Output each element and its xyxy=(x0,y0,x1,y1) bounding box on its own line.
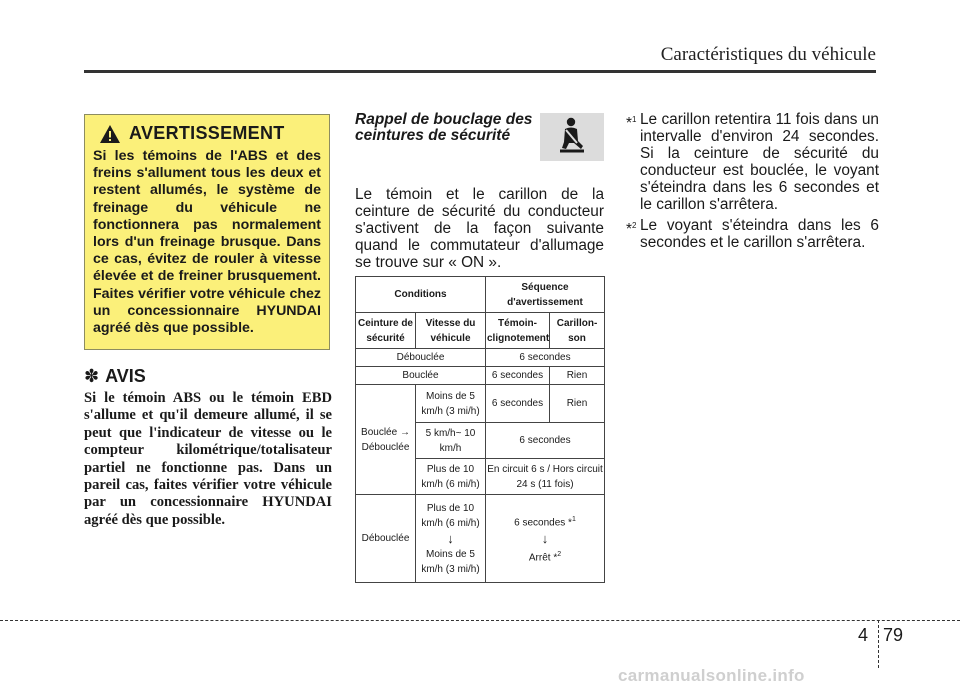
sequence-upper: 6 secondes *$^1$ xyxy=(514,516,576,529)
down-arrow-icon: ↓ xyxy=(541,530,549,546)
th-carillon: Carillon- son xyxy=(550,313,605,349)
speed-upper: Plus de 10 km/h (6 mi/h) xyxy=(421,502,480,529)
avis-title: AVIS xyxy=(105,366,146,386)
watermark: carmanualsonline.info xyxy=(618,666,805,685)
warning-triangle-icon xyxy=(99,124,121,144)
footnote-ref: 2 xyxy=(557,550,562,558)
footer-divider xyxy=(878,620,879,668)
footnote-item xyxy=(626,217,879,251)
warning-title: AVERTISSEMENT xyxy=(129,123,285,143)
sequence-lower: Arrêt *$^2$ xyxy=(528,550,562,563)
table-cell xyxy=(416,495,486,583)
footnote-mark: *$^2$ xyxy=(626,221,637,238)
section-heading: Rappel de bouclage des ceintures de sécurité xyxy=(355,111,533,144)
footnote-text: Le voyant s'éteindra dans les 6 secondes et le carillon s'arrêtera. xyxy=(640,217,879,251)
avis-text: Si le témoin ABS ou le témoin EBD s'allume et qu'il demeure allumé, il se peut que l'indicateur de vitesse ou le compteur kilométrique/totalisateur partiel ne fonctionne pas. Dans un pareil cas, faites vérifier votre véhicule par un concessionnaire HYUNDAI agréé dès que possible. xyxy=(84,390,332,528)
table-cell: Rien xyxy=(550,367,605,385)
running-header-title: Caractéristiques du véhicule xyxy=(660,44,876,65)
table-cell: Débouclée xyxy=(356,349,486,367)
avis-heading xyxy=(84,366,146,387)
avis-mark-icon: ✽ xyxy=(84,366,100,386)
section-paragraph: Le témoin et le carillon de la ceinture de sécurité du conducteur s'activent de la façon suivante quand le commutateur d'allumage se trouve sur « ON ». xyxy=(355,186,604,271)
page-number: 79 xyxy=(883,625,904,645)
table-cell: Débouclée xyxy=(356,495,416,583)
table-cell: 6 secondes xyxy=(486,423,605,459)
footnote-ref: 1 xyxy=(571,516,576,524)
footer-rule xyxy=(0,620,960,621)
table-cell: Moins de 5 km/h (3 mi/h) xyxy=(416,385,486,423)
footnotes-list xyxy=(626,111,879,255)
warning-header xyxy=(99,123,321,144)
footnote-text: Le carillon retentira 11 fois dans un intervalle d'environ 24 secondes. Si la ceinture de sécurité du conducteur est bouclée, le voyant s'éteindra dans les 6 secondes et le carillon s'arrêtera. xyxy=(640,111,879,213)
table-cell: Plus de 10 km/h (6 mi/h) xyxy=(416,459,486,495)
seatbelt-reminder-icon xyxy=(540,113,604,161)
table-cell xyxy=(486,495,605,583)
down-arrow-icon: ↓ xyxy=(447,530,454,546)
th-vitesse: Vitesse du véhicule xyxy=(416,313,486,349)
th-sequence: Séquence d'avertissement xyxy=(486,277,605,313)
seatbelt-icon-graphic xyxy=(540,113,604,161)
table-cell: 6 secondes xyxy=(486,385,550,423)
th-ceinture: Ceinture de sécurité xyxy=(356,313,416,349)
table-cell: 6 secondes xyxy=(486,367,550,385)
speed-lower: Moins de 5 km/h (3 mi/h) xyxy=(421,548,480,575)
footnote-item xyxy=(626,111,879,213)
warning-box xyxy=(84,114,330,350)
warning-sequence-table xyxy=(355,276,605,583)
warning-text: Si les témoins de l'ABS et des freins s'allument tous les deux et restent allumés, le système de freinage du véhicule ne fonctionnera pas normalement lors d'un freinage brusque. Dans ce cas, évitez de rouler à vitesse élevée et de freiner brusquement. Faites vérifier votre véhicule chez un concessionnaire HYUNDAI agréé dès que possible. xyxy=(93,148,321,337)
footnote-mark: *$^1$ xyxy=(626,115,637,132)
th-temoin: Témoin- clignotement xyxy=(486,313,550,349)
table-cell: Rien xyxy=(550,385,605,423)
table-cell: 6 secondes xyxy=(486,349,605,367)
header-rule xyxy=(84,70,876,73)
th-conditions: Conditions xyxy=(356,277,486,313)
table-cell: Bouclée → Débouclée xyxy=(356,385,416,495)
table-cell: 5 km/h~ 10 km/h xyxy=(416,423,486,459)
table-cell: En circuit 6 s / Hors circuit 24 s (11 fois) xyxy=(486,459,605,495)
chapter-number: 4 xyxy=(858,625,869,645)
table-cell: Bouclée xyxy=(356,367,486,385)
